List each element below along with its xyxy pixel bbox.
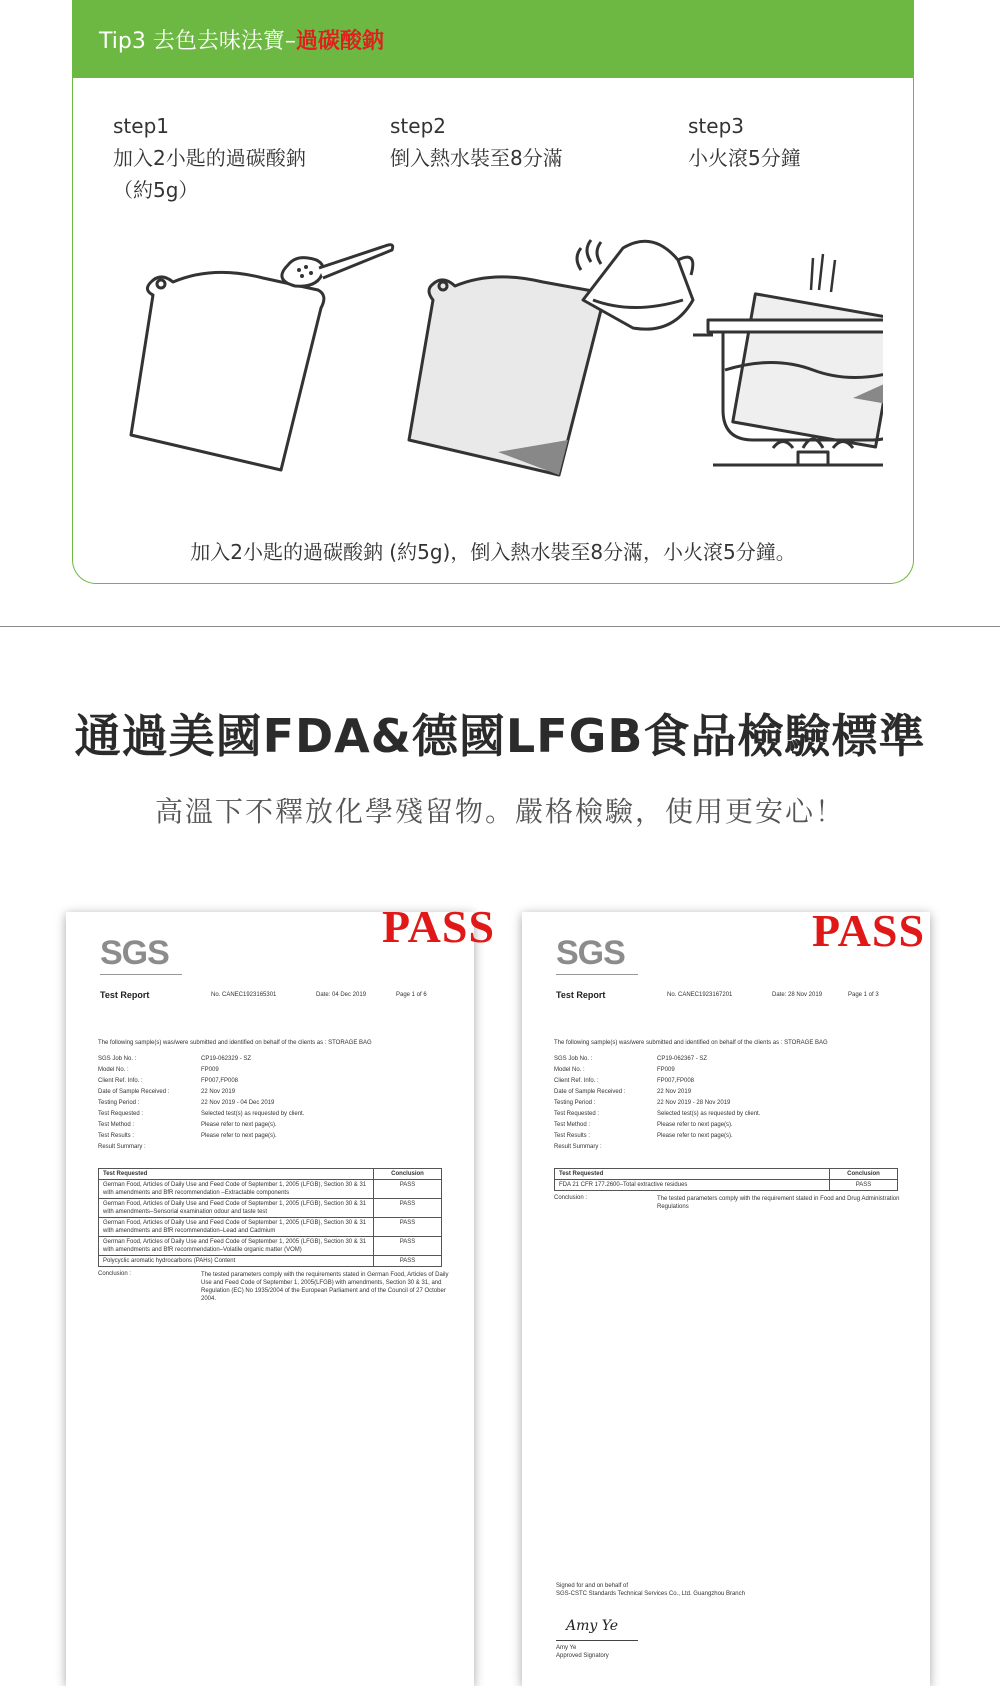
field-row: Result Summary : <box>98 1144 146 1150</box>
field-row: Model No. : FP009 <box>554 1067 675 1073</box>
table-row: German Food, Articles of Daily Use and Feed Code of September 1, 2005 (LFGB), Section 30 & 31 with amendments and BfR recommendation –Extractable components PASS <box>99 1180 441 1199</box>
table-row: German Food, Articles of Daily Use and Feed Code of September 1, 2005 (LFGB), Section 30 & 31 with amendments and BfR recommendation–Lead and Cadmium PASS <box>99 1218 441 1237</box>
field-row: Date of Sample Received : 22 Nov 2019 <box>98 1089 236 1095</box>
report-title: Test Report <box>100 990 150 1000</box>
table-header-row: Test Requested Conclusion <box>555 1169 897 1180</box>
field-row: Testing Period : 22 Nov 2019 - 28 Nov 2019 <box>554 1100 731 1106</box>
signed-for-text: Signed for and on behalf of <box>556 1583 629 1589</box>
tip-header-accent: 過碳酸鈉 <box>295 28 384 54</box>
table-row: German Food, Articles of Daily Use and Feed Code of September 1, 2005 (LFGB), Section 30 & 31 with amendments and BfR recommendation–Volatile organic matter (VOM) PASS <box>99 1237 441 1256</box>
step-1-label: step1 <box>113 114 169 138</box>
field-row: Testing Period : 22 Nov 2019 - 04 Dec 2019 <box>98 1100 275 1106</box>
step-2-label: step2 <box>390 114 446 138</box>
pass-stamp: PASS <box>382 901 496 952</box>
main-title: 通過美國FDA&德國LFGB食品檢驗標準 <box>74 709 926 763</box>
report-number: No. CANEC1923167201 <box>667 992 733 998</box>
signatory-role: Approved Signatory <box>556 1653 609 1659</box>
report-conclusion-block <box>554 1195 912 1211</box>
step-3-text: 小火滾5分鐘 <box>688 146 801 170</box>
spoon-icon <box>282 245 393 287</box>
report-page: Page 1 of 3 <box>848 992 879 998</box>
report-number: No. CANEC1923165301 <box>211 992 277 998</box>
field-row: Test Results : Please refer to next page(s). <box>98 1133 277 1139</box>
logo-underline <box>100 974 182 975</box>
report-fields <box>554 1054 914 1153</box>
table-row: Polycyclic aromatic hydrocarbons (PAHs) Content PASS <box>99 1256 441 1266</box>
pot-icon <box>693 254 883 465</box>
report-date: Date: 28 Nov 2019 <box>772 992 823 998</box>
sgs-logo: SGS <box>100 934 169 972</box>
conclusion-label: Conclusion : <box>98 1271 132 1277</box>
conclusion-text: The tested parameters comply with the requirements stated in German Food, Articles of Daily Use and Feed Code of September 1, 2005(LFGB) with amendments, Section 30 & 31, and Regulation (EC) No 1935/2004 of the European Parliament and of the Council of 27 October 2004. <box>201 1272 449 1302</box>
step-3-label: step3 <box>688 114 744 138</box>
report-intro: The following sample(s) was/were submitted and identified on behalf of the clients as : STORAGE BAG <box>98 1040 372 1046</box>
logo-underline <box>556 974 638 975</box>
table-header-row: Test Requested Conclusion <box>99 1169 441 1180</box>
results-table <box>98 1168 442 1267</box>
field-row: SGS Job No. : CP19-062367 - SZ <box>554 1056 708 1062</box>
test-report-fda <box>522 905 930 1686</box>
storage-bag-icon <box>131 272 324 470</box>
pass-stamp: PASS <box>812 905 926 956</box>
field-row: Client Ref. Info. : FP007,FP008 <box>554 1078 695 1084</box>
test-report-lfgb <box>66 901 496 1686</box>
report-title: Test Report <box>556 990 606 1000</box>
report-intro: The following sample(s) was/were submitted and identified on behalf of the clients as : STORAGE BAG <box>554 1040 828 1046</box>
table-row: FDA 21 CFR 177.2600–Total extractive residues PASS <box>555 1180 897 1190</box>
tip-summary: 加入2小匙的過碳酸鈉 (約5g)，倒入熱水裝至8分滿，小火滾5分鐘。 <box>190 540 796 564</box>
conclusion-label: Conclusion : <box>554 1195 588 1201</box>
field-row: Client Ref. Info. : FP007,FP008 <box>98 1078 239 1084</box>
field-row: Date of Sample Received : 22 Nov 2019 <box>554 1089 692 1095</box>
step-3 <box>688 110 801 174</box>
step-2 <box>390 110 563 174</box>
results-table <box>554 1168 898 1191</box>
report-page: Page 1 of 6 <box>396 992 427 998</box>
steps-illustration <box>113 220 883 490</box>
field-row: Test Requested : Selected test(s) as requested by client. <box>98 1111 305 1117</box>
report-date: Date: 04 Dec 2019 <box>316 992 367 998</box>
field-row: Model No. : FP009 <box>98 1067 219 1073</box>
signatory-name: Amy Ye <box>556 1645 577 1651</box>
signature-line <box>556 1640 638 1641</box>
report-fields <box>98 1054 458 1153</box>
step-1-text2: （約5g） <box>113 178 199 202</box>
tip-card <box>72 0 914 584</box>
tip-header-text: Tip3 去色去味法寶– <box>99 28 296 54</box>
handwritten-signature: Amy Ye <box>566 1618 619 1634</box>
field-row: Test Results : Please refer to next page(s). <box>554 1133 733 1139</box>
report-conclusion-block <box>98 1271 456 1303</box>
section-divider <box>0 626 1000 627</box>
field-row: Test Method : Please refer to next page(s). <box>98 1122 277 1128</box>
signatory-info <box>556 1644 609 1660</box>
step-1 <box>113 110 306 206</box>
table-row: German Food, Articles of Daily Use and Feed Code of September 1, 2005 (LFGB), Section 30 & 31 with amendments–Sensorial examination odour and taste test PASS <box>99 1199 441 1218</box>
field-row: SGS Job No. : CP19-062329 - SZ <box>98 1056 252 1062</box>
signature-block <box>556 1582 745 1598</box>
sub-title: 高溫下不釋放化學殘留物。嚴格檢驗，使用更安心！ <box>154 795 845 828</box>
company-text: SGS-CSTC Standards Technical Services Co., Ltd. Guangzhou Branch <box>556 1591 745 1597</box>
field-row: Test Requested : Selected test(s) as requested by client. <box>554 1111 761 1117</box>
step-1-text: 加入2小匙的過碳酸鈉 <box>113 146 306 170</box>
conclusion-text: The tested parameters comply with the requirement stated in Food and Drug Administration Regulations <box>657 1196 900 1210</box>
sgs-logo: SGS <box>556 934 625 972</box>
field-row: Result Summary : <box>554 1144 602 1150</box>
tip-header <box>73 0 913 78</box>
field-row: Test Method : Please refer to next page(s). <box>554 1122 733 1128</box>
filled-bag-icon <box>409 277 603 475</box>
step-2-text: 倒入熱水裝至8分滿 <box>390 146 563 170</box>
